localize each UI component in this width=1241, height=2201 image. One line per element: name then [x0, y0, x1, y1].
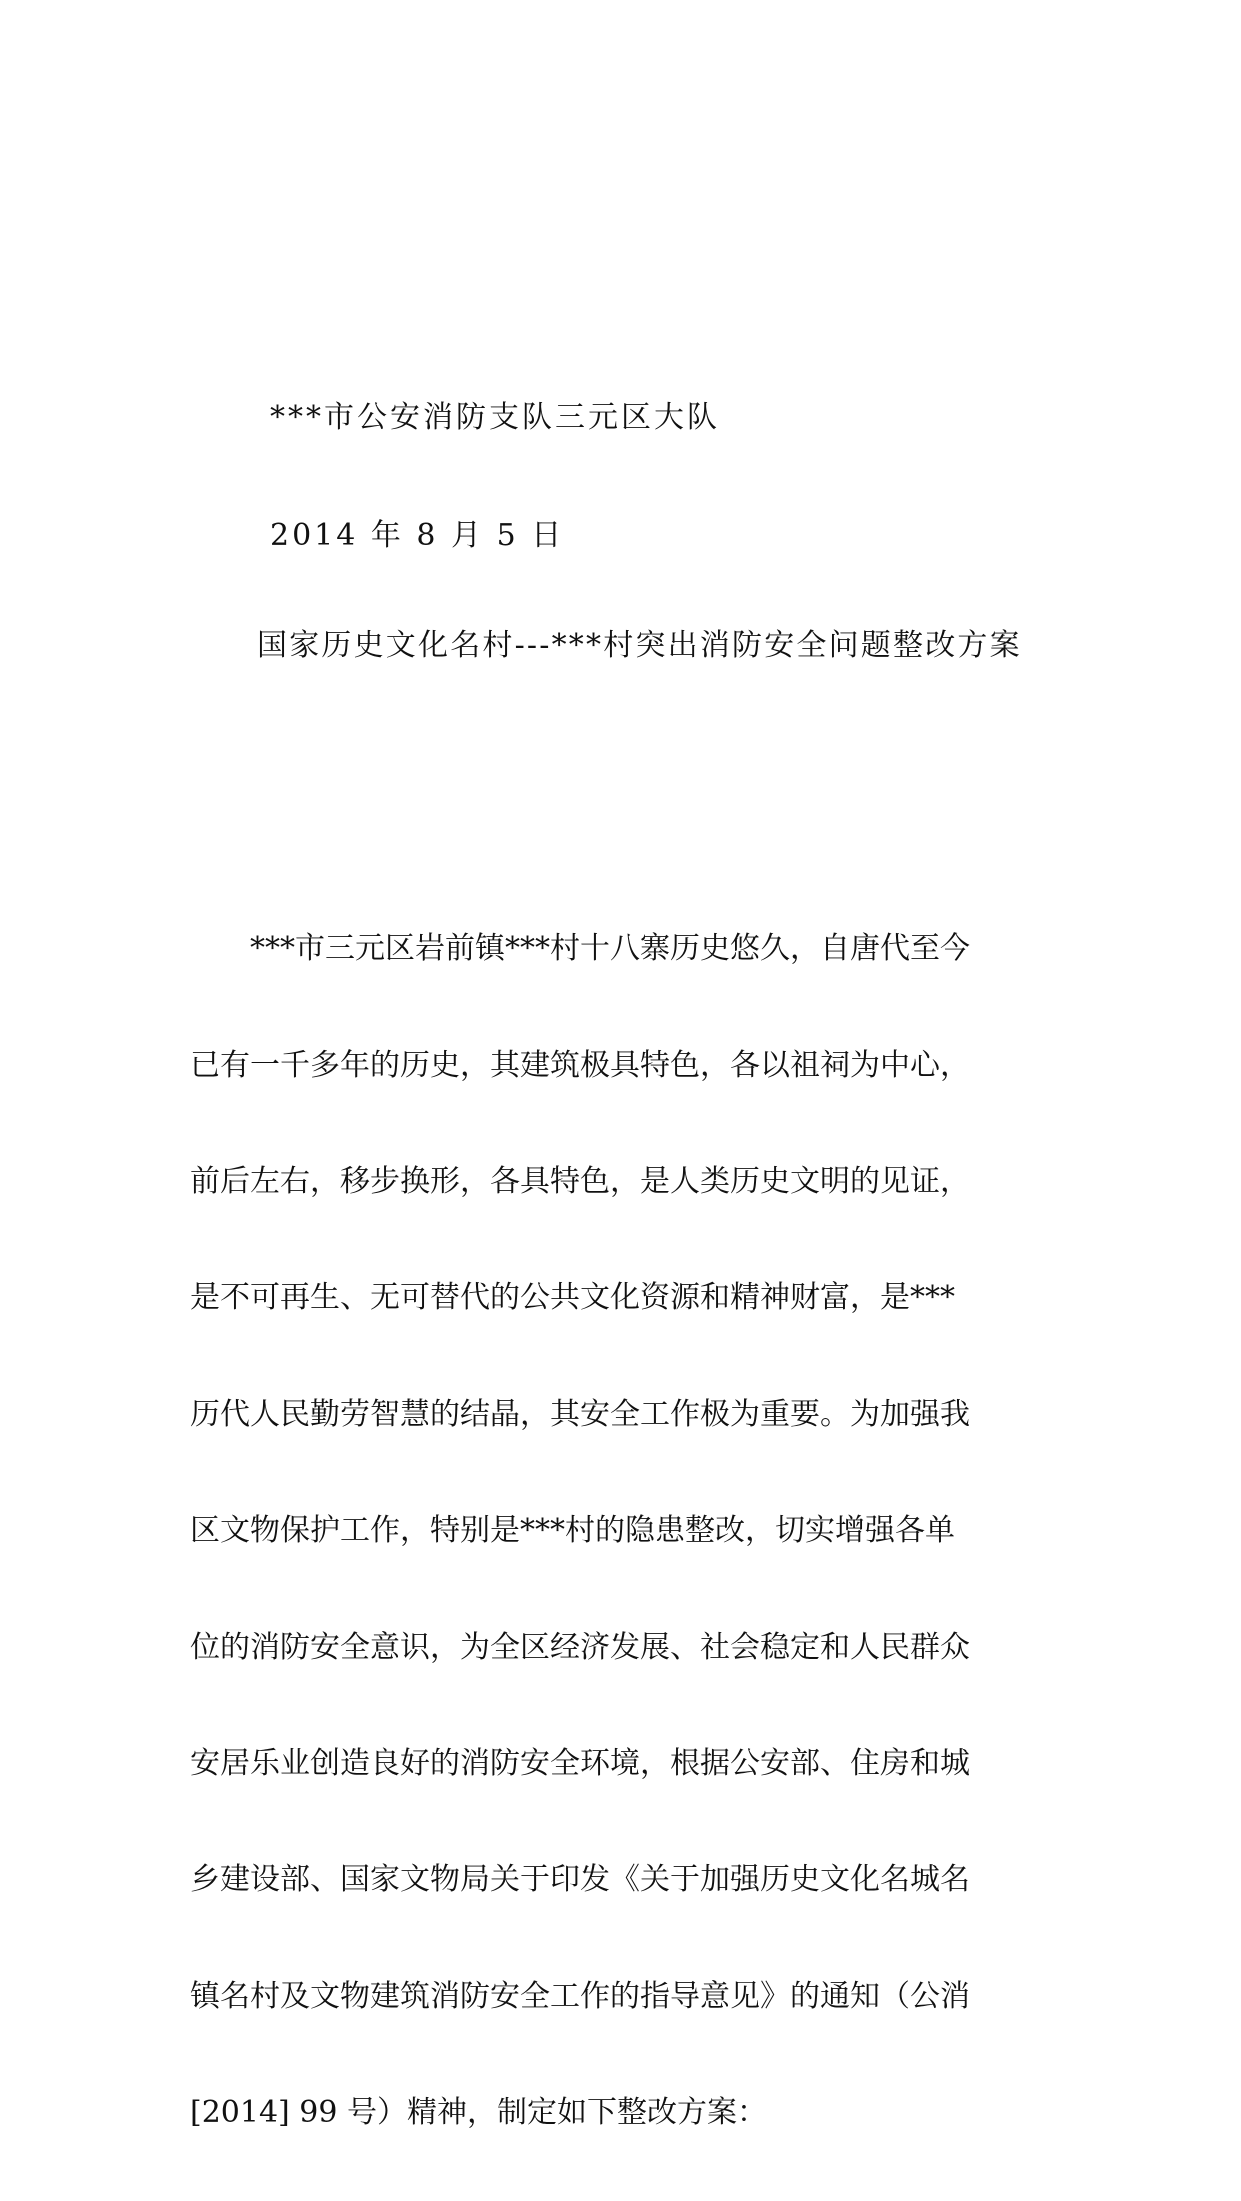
paragraph-line: 前后左右，移步换形，各具特色，是人类历史文明的见证，	[190, 1164, 970, 1200]
body-paragraph	[190, 862, 1050, 2201]
paragraph-line: 是不可再生、无可替代的公共文化资源和精神财富，是***	[190, 1280, 955, 1316]
paragraph-line: 已有一千多年的历史，其建筑极具特色，各以祖祠为中心，	[190, 1047, 970, 1083]
paragraph-line: 乡建设部、国家文物局关于印发《关于加强历史文化名城名	[190, 1862, 970, 1898]
paragraph-line: 历代人民勤劳智慧的结晶，其安全工作极为重要。为加强我	[190, 1396, 970, 1432]
paragraph-line: [2014] 99 号）精神，制定如下整改方案：	[190, 2095, 768, 2131]
organization-line: ***市公安消防支队三元区大队	[270, 400, 720, 435]
paragraph-line: 位的消防安全意识，为全区经济发展、社会稳定和人民群众	[190, 1629, 970, 1665]
paragraph-line: ***市三元区岩前镇***村十八寨历史悠久，自唐代至今	[250, 931, 970, 967]
paragraph-line: 区文物保护工作，特别是***村的隐患整改，切实增强各单	[190, 1513, 955, 1549]
paragraph-line: 安居乐业创造良好的消防安全环境，根据公安部、住房和城	[190, 1746, 970, 1782]
document-title: 国家历史文化名村---***村突出消防安全问题整改方案	[257, 628, 1022, 663]
paragraph-line: 镇名村及文物建筑消防安全工作的指导意见》的通知（公消	[190, 1978, 970, 2014]
date-line: 2014 年 8 月 5 日	[270, 518, 565, 553]
